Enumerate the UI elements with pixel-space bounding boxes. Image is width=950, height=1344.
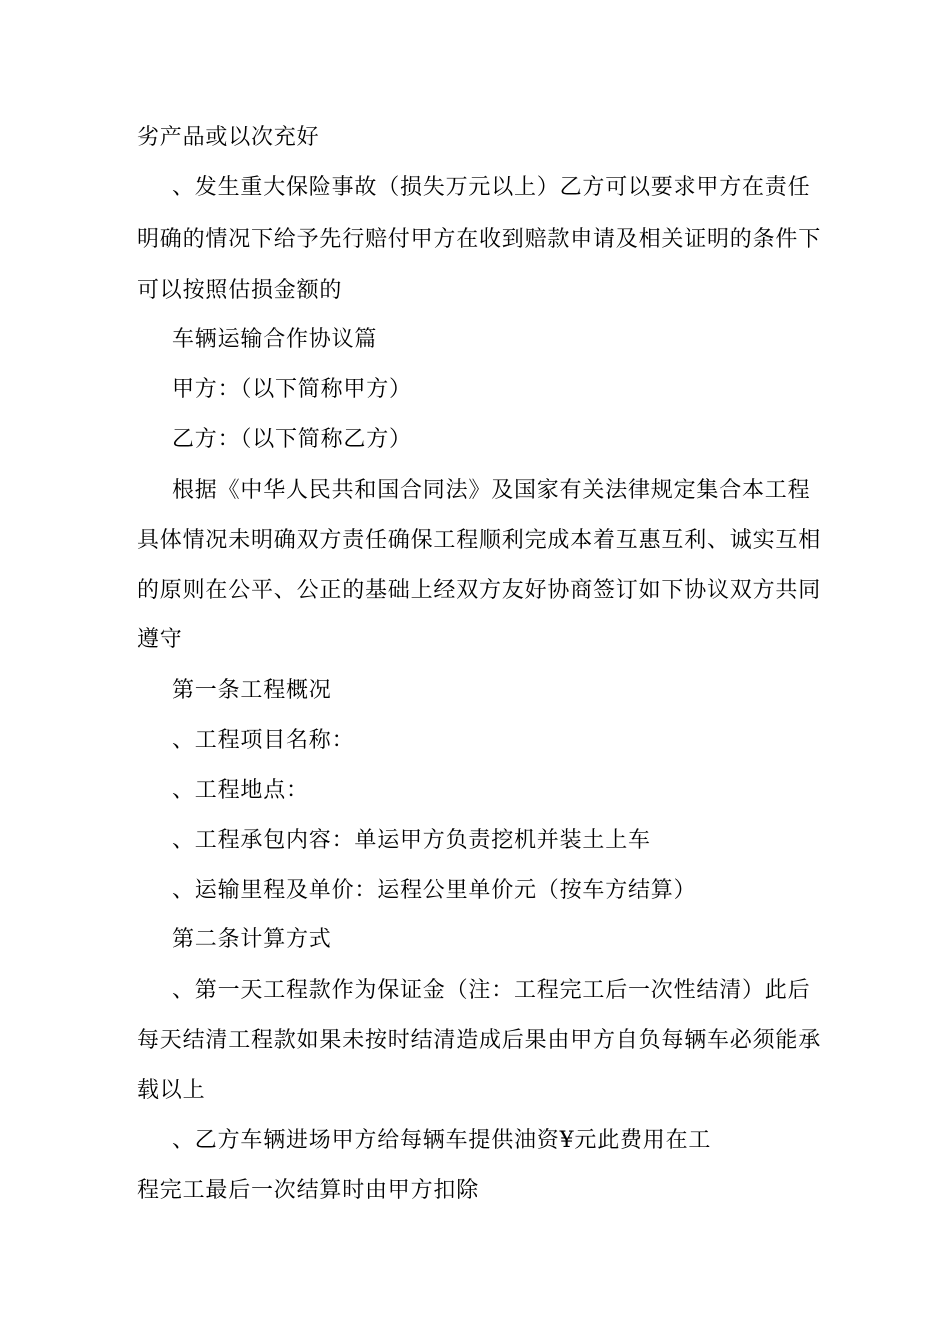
text-line: 程完工最后一次结算时由甲方扣除 [137, 1178, 480, 1203]
text-line: 的原则在公平、公正的基础上经双方友好协商签订如下协议双方共同 [137, 578, 822, 603]
list-item: 、工程项目名称： [172, 728, 355, 753]
list-item: 、工程地点： [172, 778, 309, 803]
text-line: 每天结清工程款如果未按时结清造成后果由甲方自负每辆车必须能承 [137, 1028, 822, 1053]
text-line: 具体情况未明确双方责任确保工程顺利完成本着互惠互利、诚实互相 [137, 528, 822, 553]
text-line: 明确的情况下给予先行赔付甲方在收到赔款申请及相关证明的条件下 [137, 227, 822, 252]
article-heading: 第二条计算方式 [172, 927, 332, 952]
article-heading: 第一条工程概况 [172, 678, 332, 703]
section-title: 车辆运输合作协议篇 [172, 327, 378, 352]
paragraph-start: 、乙方车辆进场甲方给每辆车提供油资¥元此费用在工 [172, 1128, 712, 1153]
paragraph-start: 、第一天工程款作为保证金（注：工程完工后一次性结清）此后 [172, 978, 811, 1003]
text-line: 可以按照估损金额的 [137, 278, 343, 303]
paragraph-start: 根据《中华人民共和国合同法》及国家有关法律规定集合本工程 [172, 478, 811, 503]
list-item: 、工程承包内容：单运甲方负责挖机并装土上车 [172, 828, 651, 853]
text-line: 载以上 [137, 1078, 206, 1103]
text-line: 遵守 [137, 627, 183, 652]
party-b-line: 乙方：（以下简称乙方） [172, 427, 412, 452]
paragraph-start: 、发生重大保险事故（损失万元以上）乙方可以要求甲方在责任 [172, 175, 811, 200]
list-item: 、运输里程及单价：运程公里单价元（按车方结算） [172, 878, 697, 903]
party-a-line: 甲方：（以下简称甲方） [172, 377, 412, 402]
text-line: 劣产品或以次充好 [137, 125, 320, 150]
